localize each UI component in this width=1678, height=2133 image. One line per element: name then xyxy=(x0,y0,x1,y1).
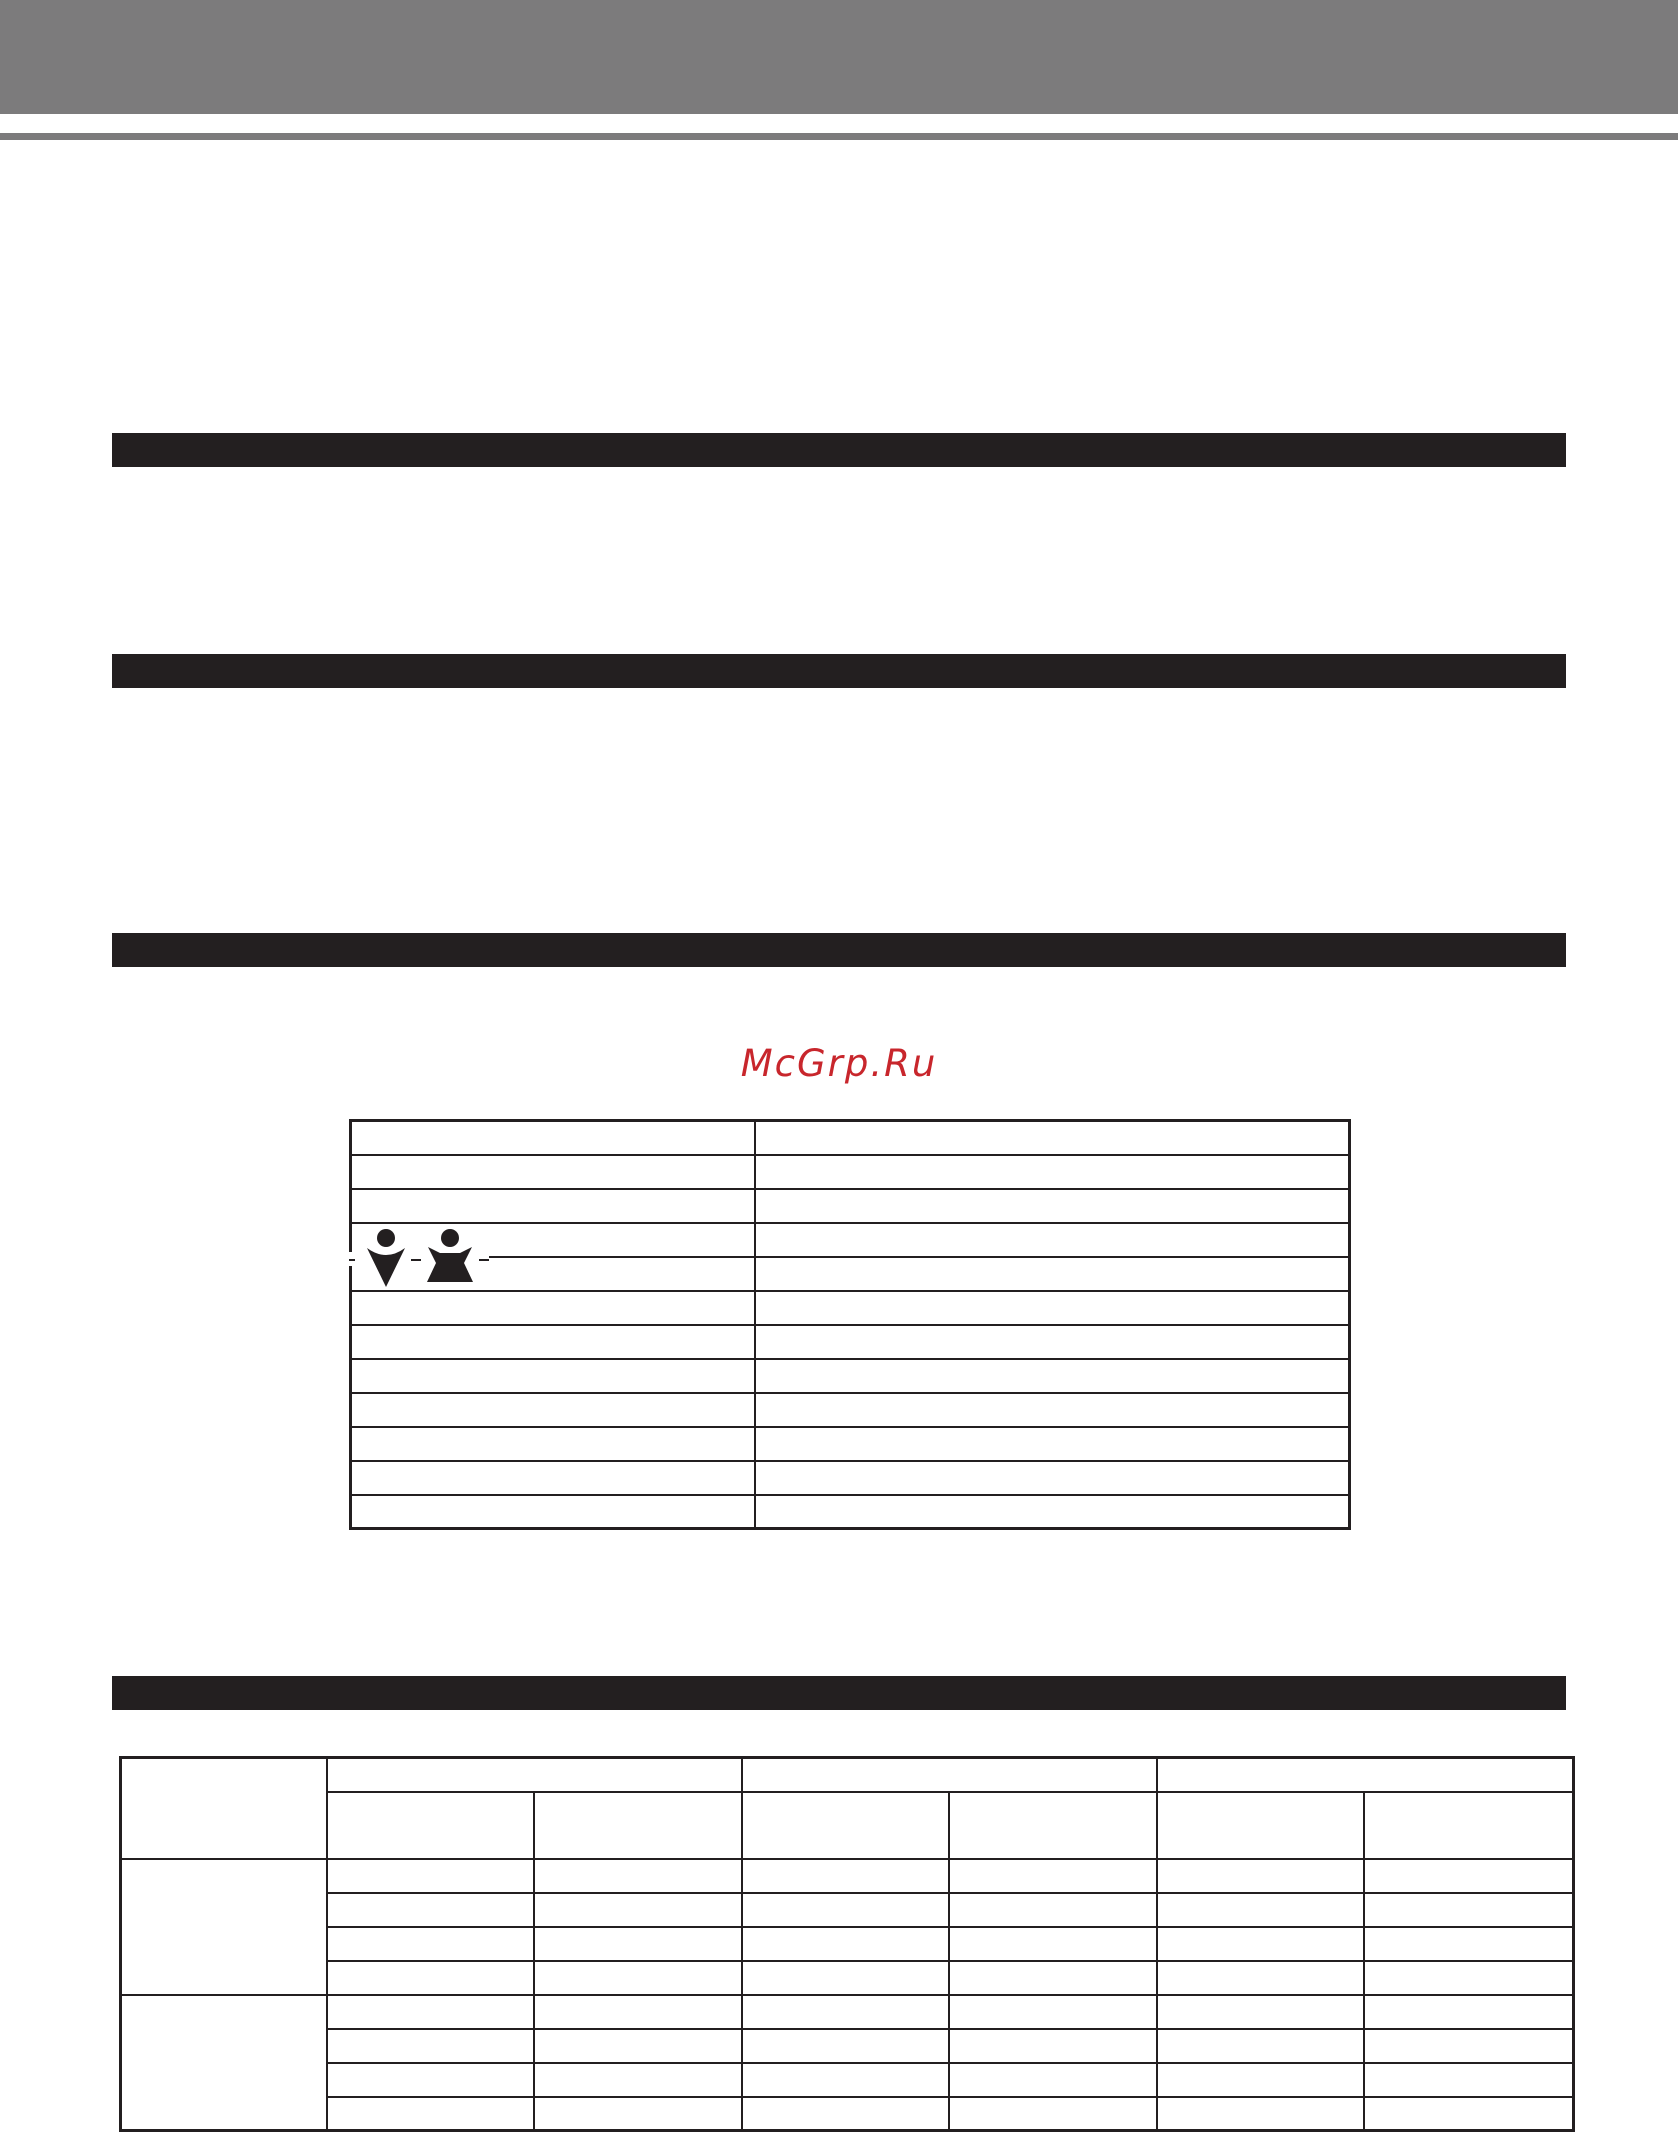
table-subheader-row xyxy=(121,1792,1574,1859)
table-row xyxy=(121,1927,1574,1961)
table-row xyxy=(351,1223,1350,1257)
section-bar-1 xyxy=(112,433,1566,467)
table-row xyxy=(351,1427,1350,1461)
table-row xyxy=(121,2097,1574,2131)
table-row xyxy=(121,1859,1574,1893)
person-down-icon xyxy=(367,1229,405,1287)
top-banner xyxy=(0,0,1678,114)
person-arms-up-icon xyxy=(427,1229,473,1282)
corner-cell xyxy=(121,1758,327,1859)
table-row xyxy=(121,1961,1574,1995)
row-group-label-2 xyxy=(121,1995,327,2131)
table-header-row xyxy=(121,1758,1574,1792)
table-row xyxy=(351,1359,1350,1393)
table-row xyxy=(351,1155,1350,1189)
table-row xyxy=(351,1495,1350,1529)
banner-rule xyxy=(0,133,1678,140)
table-row xyxy=(351,1121,1350,1155)
watermark: McGrp.Ru xyxy=(740,1042,938,1085)
person-icons xyxy=(349,1226,489,1288)
row-group-label-1 xyxy=(121,1859,327,1995)
table-row xyxy=(351,1291,1350,1325)
table-row xyxy=(121,1893,1574,1927)
table-row xyxy=(351,1325,1350,1359)
table-row xyxy=(121,2029,1574,2063)
table-row xyxy=(351,1257,1350,1291)
section-bar-4 xyxy=(112,1676,1566,1710)
group-header-2 xyxy=(742,1758,1157,1792)
spec-table xyxy=(349,1119,1351,1530)
table-row xyxy=(351,1393,1350,1427)
section-bar-3 xyxy=(112,933,1566,967)
section-bar-2 xyxy=(112,654,1566,688)
dimensions-table xyxy=(119,1756,1575,2132)
table-row xyxy=(121,1995,1574,2029)
table-row xyxy=(351,1461,1350,1495)
person-icons-svg xyxy=(349,1226,489,1288)
table-row xyxy=(351,1189,1350,1223)
group-header-1 xyxy=(327,1758,742,1792)
group-header-3 xyxy=(1157,1758,1574,1792)
table-row xyxy=(121,2063,1574,2097)
